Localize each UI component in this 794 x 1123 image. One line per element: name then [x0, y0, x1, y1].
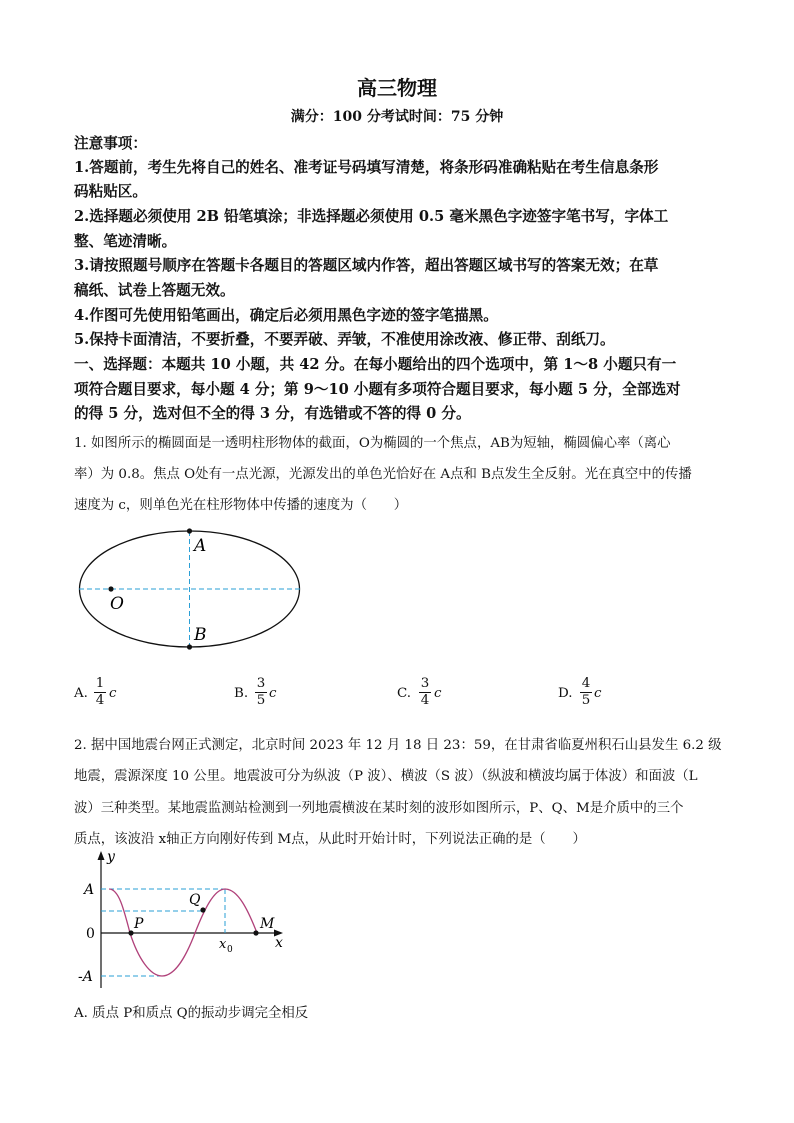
- ellipse-figure: [70, 528, 310, 656]
- denominator: 5: [256, 693, 266, 708]
- option-d-unit: c: [594, 686, 602, 701]
- question-2-text: 波）三种类型。某地震监测站检测到一列地震横波在某时刻的波形如图所示，P、Q、M是介质中的三个: [74, 801, 684, 816]
- section-instruction: 的得 5 分，选对但不全的得 3 分，有选错或不答的得 0 分。: [74, 405, 471, 422]
- point-q: [200, 907, 205, 912]
- option-a-unit: c: [109, 686, 117, 701]
- question-2-text: 质点，该波沿 x轴正方向刚好传到 M点，从此时开始计时，下列说法正确的是（ ）: [74, 832, 586, 847]
- point-a: [187, 528, 192, 533]
- label-x0: x: [219, 937, 227, 952]
- question-2-text: 地震，震源深度 10 公里。地震波可分为纵波（P 波）、横波（S 波）（纵波和横波均属于体波）和面波（L: [74, 769, 698, 784]
- section-instruction: 一、选择题：本题共 10 小题，共 42 分。在每小题给出的四个选项中，第 1～8 小题只有一: [74, 356, 677, 373]
- label-negative-amplitude: -A: [78, 969, 93, 985]
- question-2-option-a: A. 质点 P和质点 Q的振动步调完全相反: [74, 1006, 309, 1021]
- numerator: 3: [256, 676, 266, 691]
- denominator: 4: [420, 693, 430, 708]
- numerator: 3: [420, 676, 430, 691]
- label-x0-subscript: 0: [227, 945, 233, 955]
- notice-line: 1.答题前，考生先将自己的姓名、准考证号码填写清楚，将条形码准确粘贴在考生信息条形: [74, 159, 659, 176]
- wave-figure: [72, 848, 302, 992]
- question-1-text: 1. 如图所示的椭圆面是一透明柱形物体的截面，O为椭圆的一个焦点，AB为短轴，椭圆偏心率（离心: [74, 436, 671, 451]
- point-p: [128, 930, 133, 935]
- section-instruction: 项符合题目要求，每小题 4 分；第 9～10 小题有多项符合题目要求，每小题 5 分，全部选对: [74, 381, 681, 398]
- numerator: 1: [95, 676, 105, 691]
- label-a: A: [194, 536, 207, 556]
- notice-line: 5.保持卡面清洁，不要折叠，不要弄破、弄皱，不准使用涂改液、修正带、刮纸刀。: [74, 331, 615, 348]
- point-b: [187, 644, 192, 649]
- label-q: Q: [189, 892, 201, 908]
- label-x: x: [275, 935, 283, 951]
- notice-line: 稿纸、试卷上答题无效。: [74, 282, 235, 299]
- notice-line: 3.请按照题号顺序在答题卡各题目的答题区域内作答，超出答题区域书写的答案无效；在草: [74, 257, 659, 274]
- label-b: B: [194, 625, 207, 645]
- option-d-fraction: [580, 676, 592, 709]
- option-b-fraction: [255, 676, 267, 709]
- label-p: P: [134, 916, 144, 932]
- option-c-fraction: [419, 676, 431, 709]
- label-amplitude: A: [84, 882, 95, 898]
- notice-line: 2.选择题必须使用 2B 铅笔填涂；非选择题必须使用 0.5 毫米黑色字迹签字笔书写，字体工: [74, 208, 669, 225]
- option-d-letter: D.: [558, 686, 573, 701]
- question-1-text: 率）为 0.8。焦点 O处有一点光源，光源发出的单色光恰好在 A点和 B点发生全反射。光在真空中的传播: [74, 467, 692, 482]
- page-title: 高三物理: [357, 76, 437, 100]
- point-o: [108, 586, 113, 591]
- point-m: [253, 930, 258, 935]
- question-2-text: 2. 据中国地震台网正式测定，北京时间 2023 年 12 月 18 日 23：59，在甘肃省临夏州积石山县发生 6.2 级: [74, 738, 722, 753]
- option-a-letter: A.: [74, 686, 88, 701]
- notice-line: 整、笔迹清晰。: [74, 233, 177, 250]
- option-b-unit: c: [269, 686, 277, 701]
- label-o: O: [110, 594, 124, 614]
- exam-info: 满分：100 分考试时间：75 分钟: [290, 109, 504, 125]
- denominator: 4: [95, 693, 105, 708]
- option-a-fraction: [94, 676, 106, 709]
- denominator: 5: [581, 693, 591, 708]
- notice-line: 4.作图可先使用铅笔画出，确定后必须用黑色字迹的签字笔描黑。: [74, 307, 498, 324]
- label-y: y: [107, 849, 115, 865]
- option-b-letter: B.: [234, 686, 249, 701]
- numerator: 4: [581, 676, 591, 691]
- option-c-letter: C.: [397, 686, 412, 701]
- label-zero: 0: [86, 926, 95, 942]
- notice-heading: 注意事项：: [74, 135, 147, 152]
- notice-line: 码粘贴区。: [74, 183, 147, 200]
- option-c-unit: c: [434, 686, 442, 701]
- label-m: M: [260, 916, 275, 932]
- question-1-text: 速度为 c，则单色光在柱形物体中传播的速度为（ ）: [74, 498, 408, 513]
- y-axis-arrow: [98, 851, 105, 860]
